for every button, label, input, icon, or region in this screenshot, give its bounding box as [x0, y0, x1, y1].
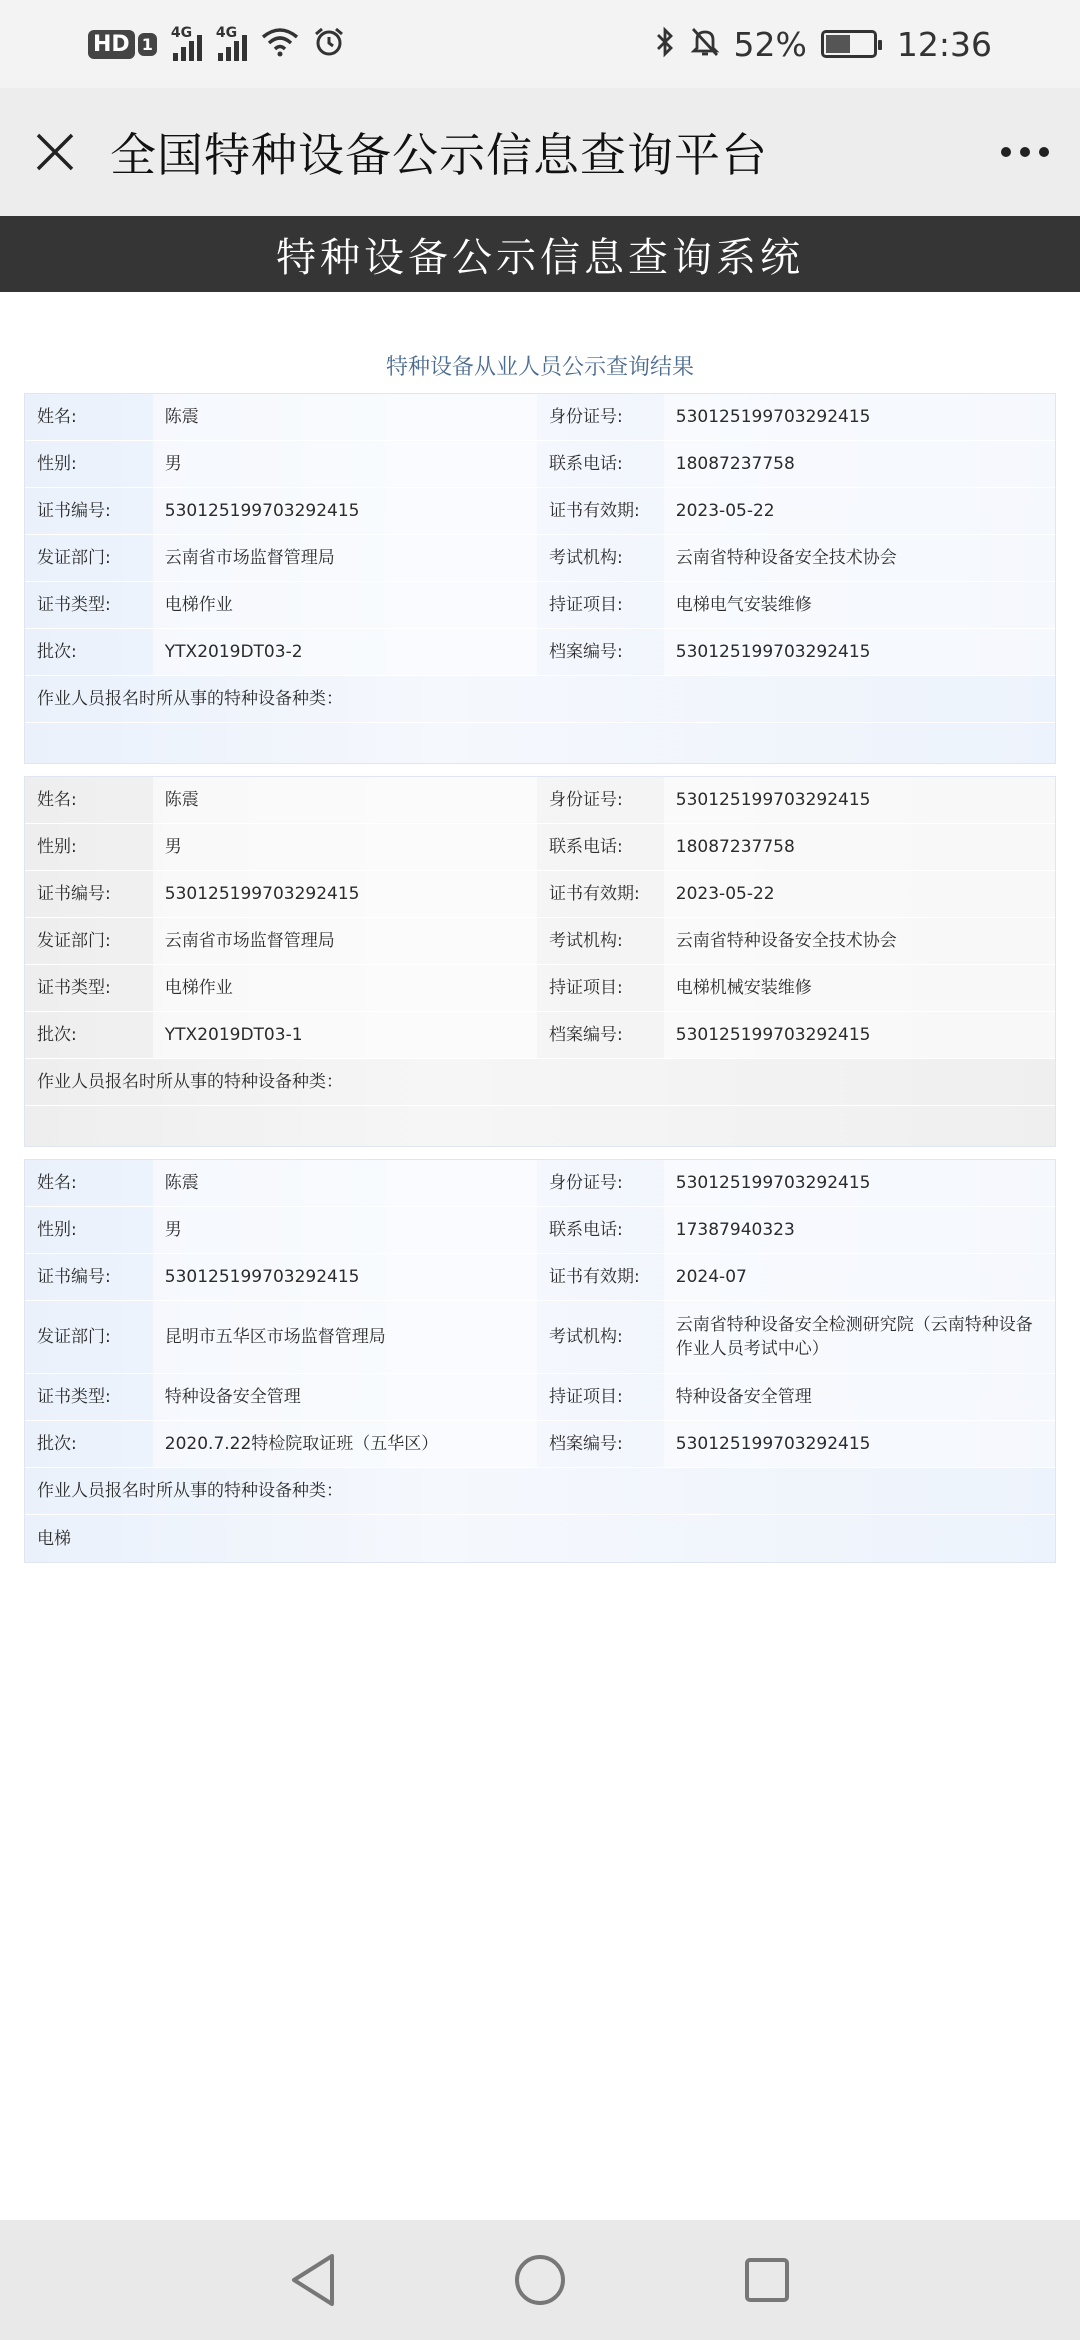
cert-no-label: 证书编号:: [37, 501, 111, 521]
exam-org-value: 云南省特种设备安全技术协会: [664, 535, 1055, 581]
home-button[interactable]: [500, 2240, 580, 2320]
phone-value: 18087237758: [664, 824, 1055, 870]
file-no-label: 档案编号:: [549, 1025, 623, 1045]
exam-org-label: 考试机构:: [549, 548, 623, 568]
phone-label: 联系电话:: [549, 1220, 623, 1240]
gender-value: 男: [153, 1207, 537, 1253]
cert-valid-label: 证书有效期:: [549, 884, 640, 904]
alarm-icon: [313, 26, 345, 62]
banner-title: 特种设备公示信息查询系统: [276, 234, 804, 281]
cert-type-label: 证书类型:: [37, 595, 111, 615]
app-bar: [0, 88, 1080, 216]
cert-valid-value: 2023-05-22: [664, 488, 1055, 534]
record-row: [25, 1106, 1055, 1146]
id-value: 530125199703292415: [664, 1160, 1055, 1206]
exam-org-value: 云南省特种设备安全技术协会: [664, 918, 1055, 964]
item-value: 电梯电气安装维修: [664, 582, 1055, 628]
cert-type-label: 证书类型:: [37, 1387, 111, 1407]
issuer-value: 云南省市场监督管理局: [153, 918, 537, 964]
hd-label: HD: [88, 30, 135, 59]
item-value: 电梯机械安装维修: [664, 965, 1055, 1011]
record-row: [25, 1207, 1055, 1254]
id-label: 身份证号:: [549, 1173, 623, 1193]
file-no-value: 530125199703292415: [664, 629, 1055, 675]
back-button[interactable]: [273, 2240, 353, 2320]
record-row: [25, 1059, 1055, 1106]
equipment-type-label: 作业人员报名时所从事的特种设备种类：: [37, 1481, 343, 1501]
id-label: 身份证号:: [549, 407, 623, 427]
status-bar: [0, 0, 1080, 88]
cert-no-label: 证书编号:: [37, 1267, 111, 1287]
cert-valid-value: 2023-05-22: [664, 871, 1055, 917]
cert-no-value: 530125199703292415: [153, 871, 537, 917]
name-value: 陈震: [153, 777, 537, 823]
id-value: 530125199703292415: [664, 394, 1055, 440]
cert-type-value: 特种设备安全管理: [153, 1374, 537, 1420]
record-row: [25, 535, 1055, 582]
status-left: [88, 26, 345, 62]
exam-org-value: 云南省特种设备安全检测研究院（云南特种设备作业人员考试中心）: [664, 1301, 1055, 1373]
file-no-value: 530125199703292415: [664, 1012, 1055, 1058]
issuer-label: 发证部门:: [37, 548, 111, 568]
system-banner: [0, 216, 1080, 292]
item-label: 持证项目:: [549, 1387, 623, 1407]
file-no-value: 530125199703292415: [664, 1421, 1055, 1467]
cert-no-value: 530125199703292415: [153, 488, 537, 534]
cert-no-value: 530125199703292415: [153, 1254, 537, 1300]
record-row: [25, 1421, 1055, 1468]
record-row: [25, 1254, 1055, 1301]
batch-label: 批次:: [37, 642, 77, 662]
record-row: [25, 676, 1055, 723]
record-row: [25, 1374, 1055, 1421]
equipment-type-label: 作业人员报名时所从事的特种设备种类：: [37, 1072, 343, 1092]
cert-valid-label: 证书有效期:: [549, 1267, 640, 1287]
record-row: [25, 394, 1055, 441]
mute-icon: [690, 26, 720, 62]
name-label: 姓名:: [37, 790, 77, 810]
record-row: [25, 1301, 1055, 1374]
cert-valid-label: 证书有效期:: [549, 501, 640, 521]
record-card: [24, 393, 1056, 764]
home-icon: [513, 2253, 567, 2307]
batch-label: 批次:: [37, 1025, 77, 1045]
record-row: [25, 777, 1055, 824]
gender-label: 性别:: [37, 1220, 77, 1240]
record-row: [25, 582, 1055, 629]
result-title: 特种设备从业人员公示查询结果: [385, 355, 694, 380]
cert-type-value: 电梯作业: [153, 582, 537, 628]
phone-label: 联系电话:: [549, 454, 623, 474]
back-icon: [288, 2252, 338, 2308]
system-nav-bar: [0, 2220, 1080, 2340]
record-row: [25, 441, 1055, 488]
wifi-icon: [261, 27, 299, 61]
phone-value: 17387940323: [664, 1207, 1055, 1253]
hd-icon: [88, 30, 157, 59]
name-label: 姓名:: [37, 407, 77, 427]
sim-label: 1: [138, 33, 157, 56]
close-icon: [35, 132, 75, 172]
name-value: 陈震: [153, 1160, 537, 1206]
gender-label: 性别:: [37, 454, 77, 474]
issuer-value: 昆明市五华区市场监督管理局: [153, 1301, 537, 1373]
batch-value: YTX2019DT03-1: [153, 1012, 537, 1058]
item-value: 特种设备安全管理: [664, 1374, 1055, 1420]
record-row: [25, 629, 1055, 676]
item-label: 持证项目:: [549, 595, 623, 615]
recents-button[interactable]: [727, 2240, 807, 2320]
more-button[interactable]: [970, 88, 1080, 216]
recents-icon: [742, 2255, 792, 2305]
cert-type-label: 证书类型:: [37, 978, 111, 998]
record-row: [25, 488, 1055, 535]
issuer-value: 云南省市场监督管理局: [153, 535, 537, 581]
network-label: 4G: [215, 25, 238, 41]
item-label: 持证项目:: [549, 978, 623, 998]
phone-label: 联系电话:: [549, 837, 623, 857]
record-row: [25, 1515, 1055, 1562]
id-label: 身份证号:: [549, 790, 623, 810]
record-row: [25, 1468, 1055, 1515]
issuer-label: 发证部门:: [37, 1327, 111, 1347]
file-no-label: 档案编号:: [549, 1434, 623, 1454]
batch-label: 批次:: [37, 1434, 77, 1454]
cert-valid-value: 2024-07: [664, 1254, 1055, 1300]
exam-org-label: 考试机构:: [549, 931, 623, 951]
more-icon: [1001, 147, 1011, 157]
cert-no-label: 证书编号:: [37, 884, 111, 904]
batch-value: 2020.7.22特检院取证班（五华区）: [153, 1421, 537, 1467]
name-label: 姓名:: [37, 1173, 77, 1193]
file-no-label: 档案编号:: [549, 642, 623, 662]
id-value: 530125199703292415: [664, 777, 1055, 823]
record-card: [24, 776, 1056, 1147]
gender-value: 男: [153, 441, 537, 487]
network-label: 4G: [170, 25, 193, 41]
cert-type-value: 电梯作业: [153, 965, 537, 1011]
app-title: 全国特种设备公示信息查询平台: [110, 128, 768, 182]
bluetooth-icon: [654, 26, 676, 62]
record-card: [24, 1159, 1056, 1563]
equipment-type-value: 电梯: [37, 1528, 71, 1549]
record-row: [25, 1160, 1055, 1207]
clock: 12:36: [896, 24, 992, 64]
equipment-type-value: [25, 1106, 1055, 1146]
records-list: [24, 393, 1056, 1575]
equipment-type-value: [25, 723, 1055, 763]
signal-icon: [171, 27, 202, 61]
exam-org-label: 考试机构:: [549, 1327, 623, 1347]
record-row: [25, 824, 1055, 871]
gender-label: 性别:: [37, 837, 77, 857]
battery-level: [826, 35, 850, 53]
record-row: [25, 723, 1055, 763]
name-value: 陈震: [153, 394, 537, 440]
record-row: [25, 918, 1055, 965]
status-right: [654, 25, 992, 64]
batch-value: YTX2019DT03-2: [153, 629, 537, 675]
battery-icon: [821, 30, 877, 58]
signal-icon: [216, 27, 247, 61]
battery-percent: 52%: [733, 24, 807, 64]
phone-value: 18087237758: [664, 441, 1055, 487]
equipment-type-label: 作业人员报名时所从事的特种设备种类：: [37, 689, 343, 709]
record-row: [25, 965, 1055, 1012]
record-row: [25, 871, 1055, 918]
close-button[interactable]: [0, 88, 110, 216]
issuer-label: 发证部门:: [37, 931, 111, 951]
gender-value: 男: [153, 824, 537, 870]
record-row: [25, 1012, 1055, 1059]
